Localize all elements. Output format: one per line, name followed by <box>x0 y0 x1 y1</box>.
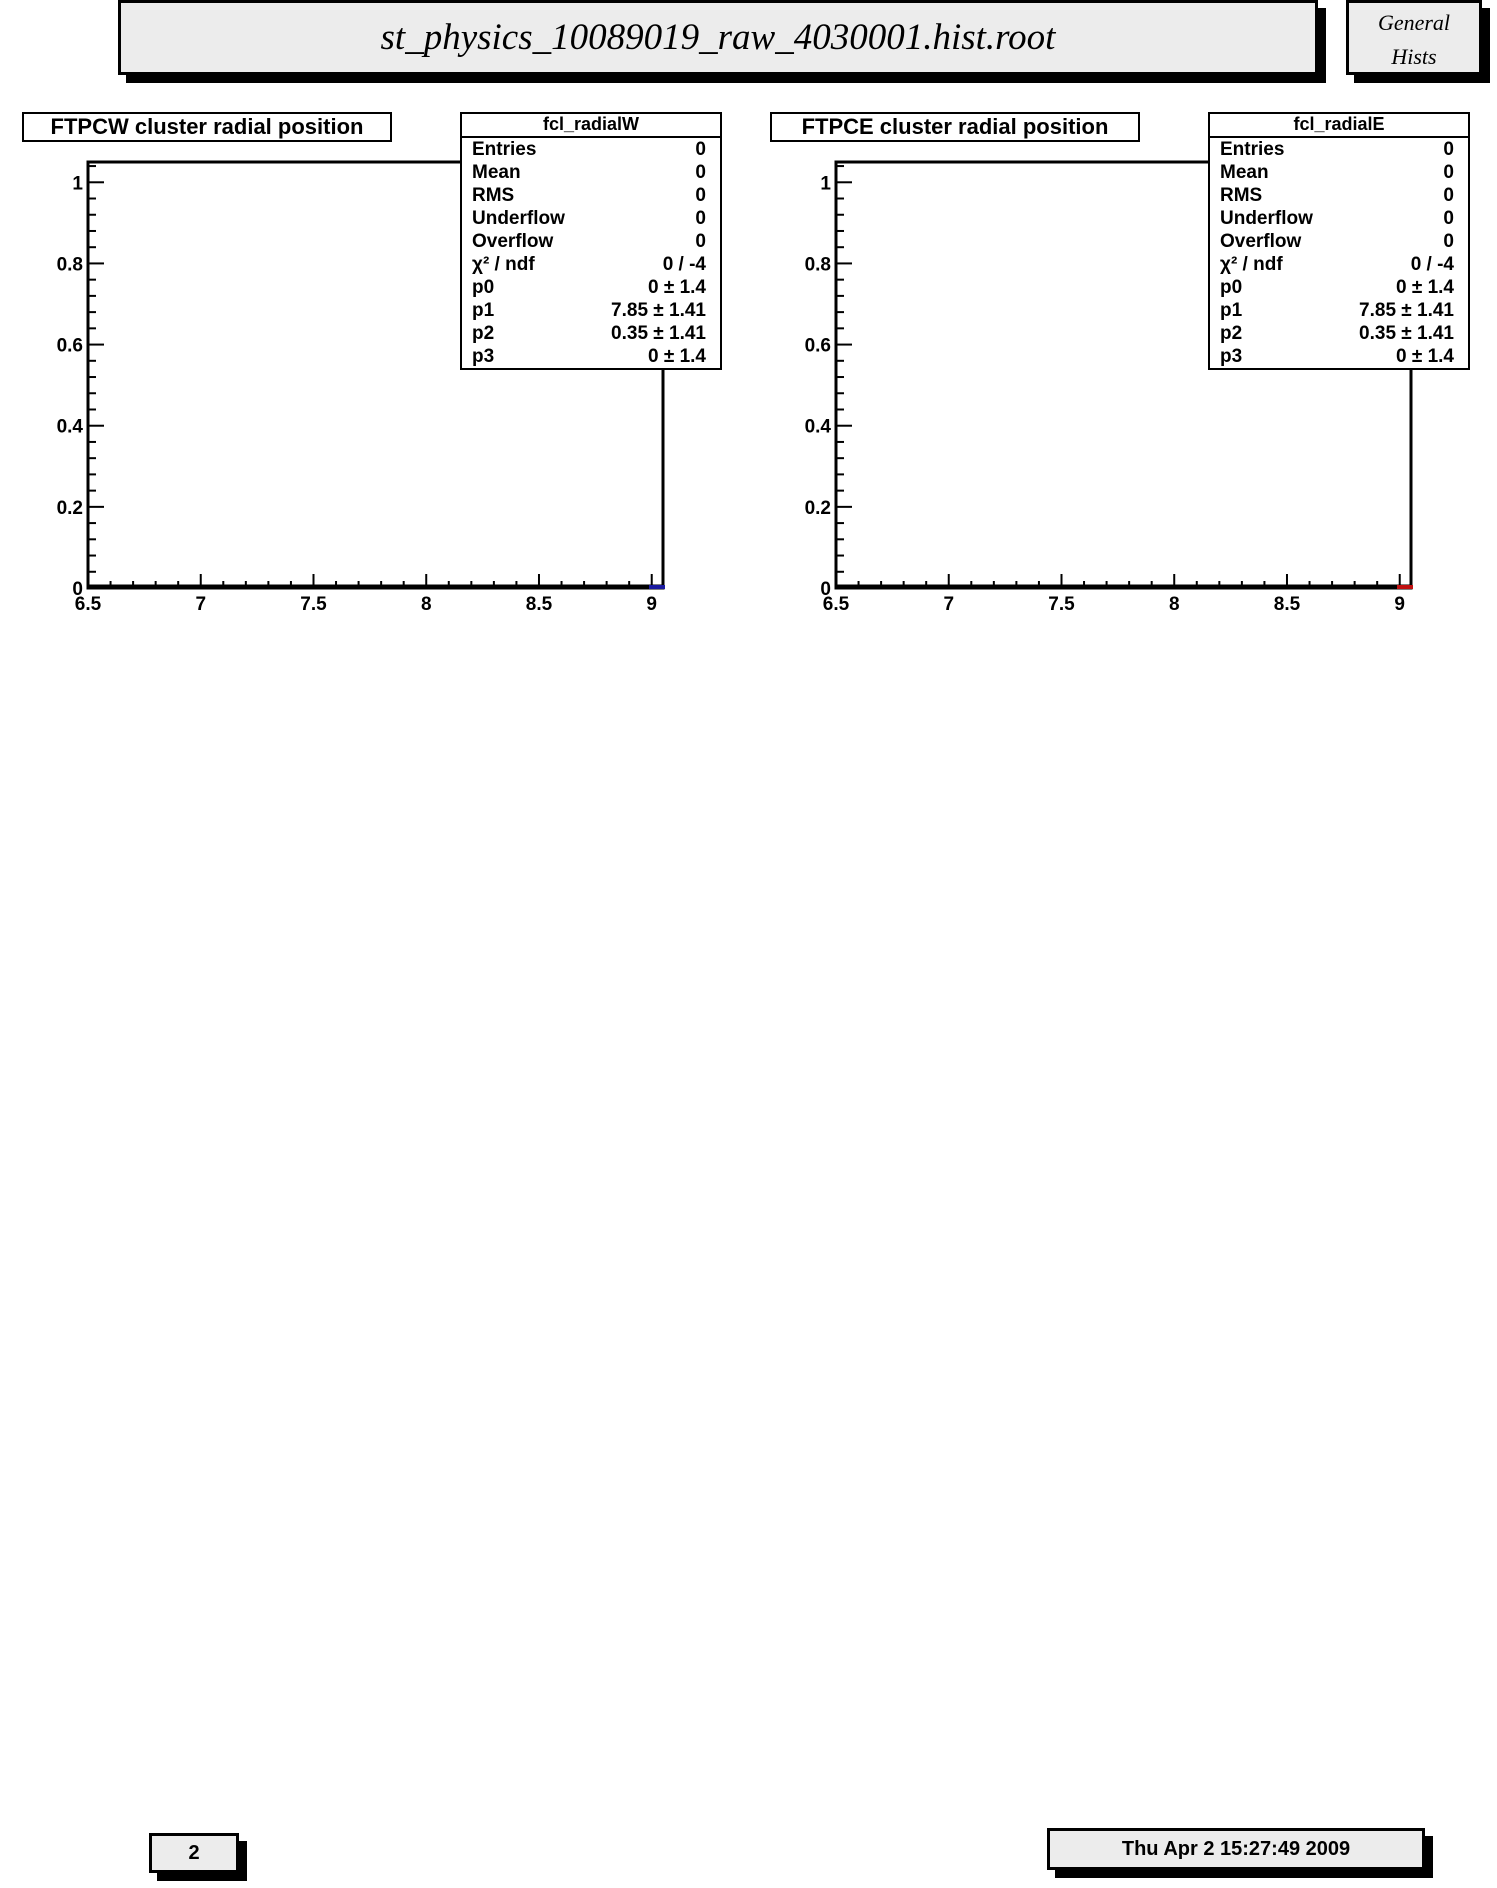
stats-value: 0 <box>695 231 706 252</box>
stats-value: 0 ± 1.4 <box>648 346 706 367</box>
stats-label: p3 <box>1220 346 1243 367</box>
stats-row <box>462 299 720 322</box>
y-tick-label: 0.2 <box>804 497 831 519</box>
stats-label: Overflow <box>1220 231 1302 252</box>
stats-name: fcl_radialW <box>462 114 720 138</box>
stats-value: 0 <box>1443 139 1454 160</box>
stats-label: p0 <box>472 277 495 298</box>
file-title: st_physics_10089019_raw_4030001.hist.root <box>118 0 1318 75</box>
y-tick-label: 0 <box>72 579 83 600</box>
stats-row <box>1210 276 1468 299</box>
stats-row <box>1210 207 1468 230</box>
panel-title: FTPCW cluster radial position <box>22 112 392 142</box>
stats-value: 0 <box>695 185 706 206</box>
stats-box <box>1208 112 1470 370</box>
stats-label: Mean <box>472 162 521 183</box>
stats-row <box>1210 230 1468 253</box>
stats-label: Entries <box>1220 139 1285 160</box>
panel-title: FTPCE cluster radial position <box>770 112 1140 142</box>
x-tick-label: 6.5 <box>74 594 102 615</box>
y-tick-label: 0.6 <box>56 335 83 357</box>
stats-row <box>1210 322 1468 345</box>
section-label-line1: General <box>1377 10 1451 35</box>
stats-row <box>1210 184 1468 207</box>
stats-row <box>462 322 720 345</box>
stats-row <box>1210 299 1468 322</box>
x-tick-label: 7 <box>195 594 207 615</box>
stats-value: 0 ± 1.4 <box>648 277 706 298</box>
y-tick-label: 1 <box>72 173 83 195</box>
timestamp: Thu Apr 2 15:27:49 2009 <box>1047 1828 1425 1870</box>
page-number: 2 <box>149 1833 239 1873</box>
y-tick-label: 0.4 <box>804 416 831 438</box>
stats-value: 0 <box>1443 162 1454 183</box>
stats-label: p2 <box>1220 323 1243 344</box>
stats-row <box>1210 253 1468 276</box>
y-tick-label: 1 <box>820 173 831 195</box>
stats-label: Entries <box>472 139 537 160</box>
x-tick-label: 7 <box>943 594 955 615</box>
x-tick-label: 7.5 <box>300 594 327 615</box>
stats-value: 0 / -4 <box>662 254 706 275</box>
stats-label: RMS <box>1220 185 1263 206</box>
stats-label: p0 <box>1220 277 1243 298</box>
stats-box <box>460 112 722 370</box>
stats-label: Overflow <box>472 231 554 252</box>
y-tick-label: 0.8 <box>804 254 831 276</box>
y-tick-label: 0.4 <box>56 416 83 438</box>
stats-label: χ² / ndf <box>472 254 535 275</box>
histogram-panel-east <box>768 110 1497 630</box>
stats-value: 0 <box>1443 231 1454 252</box>
section-label-line2: Hists <box>1391 44 1437 69</box>
x-tick-label: 9 <box>646 594 658 615</box>
stats-label: Underflow <box>1220 208 1313 229</box>
stats-label: χ² / ndf <box>1220 254 1283 275</box>
stats-value: 0 <box>695 162 706 183</box>
stats-row <box>462 345 720 368</box>
stats-value: 0 <box>695 139 706 160</box>
x-tick-label: 8 <box>420 594 432 615</box>
x-tick-label: 9 <box>1394 594 1406 615</box>
stats-row <box>462 184 720 207</box>
stats-row <box>1210 138 1468 161</box>
stats-value: 0 <box>695 208 706 229</box>
stats-value: 0.35 ± 1.41 <box>1359 323 1454 344</box>
stats-label: p1 <box>1220 300 1243 321</box>
stats-value: 0.35 ± 1.41 <box>611 323 706 344</box>
y-tick-label: 0.8 <box>56 254 83 276</box>
stats-label: p1 <box>472 300 495 321</box>
stats-row <box>1210 345 1468 368</box>
stats-value: 0 ± 1.4 <box>1396 346 1454 367</box>
stats-row <box>462 230 720 253</box>
y-tick-label: 0.2 <box>56 497 83 519</box>
x-tick-label: 8 <box>1168 594 1180 615</box>
stats-row <box>462 253 720 276</box>
section-label <box>1346 0 1482 75</box>
stats-value: 7.85 ± 1.41 <box>611 300 706 321</box>
stats-name: fcl_radialE <box>1210 114 1468 138</box>
x-tick-label: 6.5 <box>822 594 850 615</box>
stats-row <box>462 138 720 161</box>
stats-row <box>462 276 720 299</box>
y-tick-label: 0.6 <box>804 335 831 357</box>
stats-value: 0 ± 1.4 <box>1396 277 1454 298</box>
x-tick-label: 7.5 <box>1048 594 1075 615</box>
stats-label: p2 <box>472 323 495 344</box>
stats-value: 0 / -4 <box>1410 254 1454 275</box>
x-tick-label: 8.5 <box>525 594 553 615</box>
stats-value: 0 <box>1443 185 1454 206</box>
stats-value: 7.85 ± 1.41 <box>1359 300 1454 321</box>
histogram-panel-west <box>20 110 760 630</box>
stats-row <box>462 161 720 184</box>
stats-label: Underflow <box>472 208 565 229</box>
stats-value: 0 <box>1443 208 1454 229</box>
stats-label: Mean <box>1220 162 1269 183</box>
y-tick-label: 0 <box>820 579 831 600</box>
stats-label: RMS <box>472 185 515 206</box>
stats-label: p3 <box>472 346 495 367</box>
stats-row <box>462 207 720 230</box>
x-tick-label: 8.5 <box>1273 594 1301 615</box>
stats-row <box>1210 161 1468 184</box>
